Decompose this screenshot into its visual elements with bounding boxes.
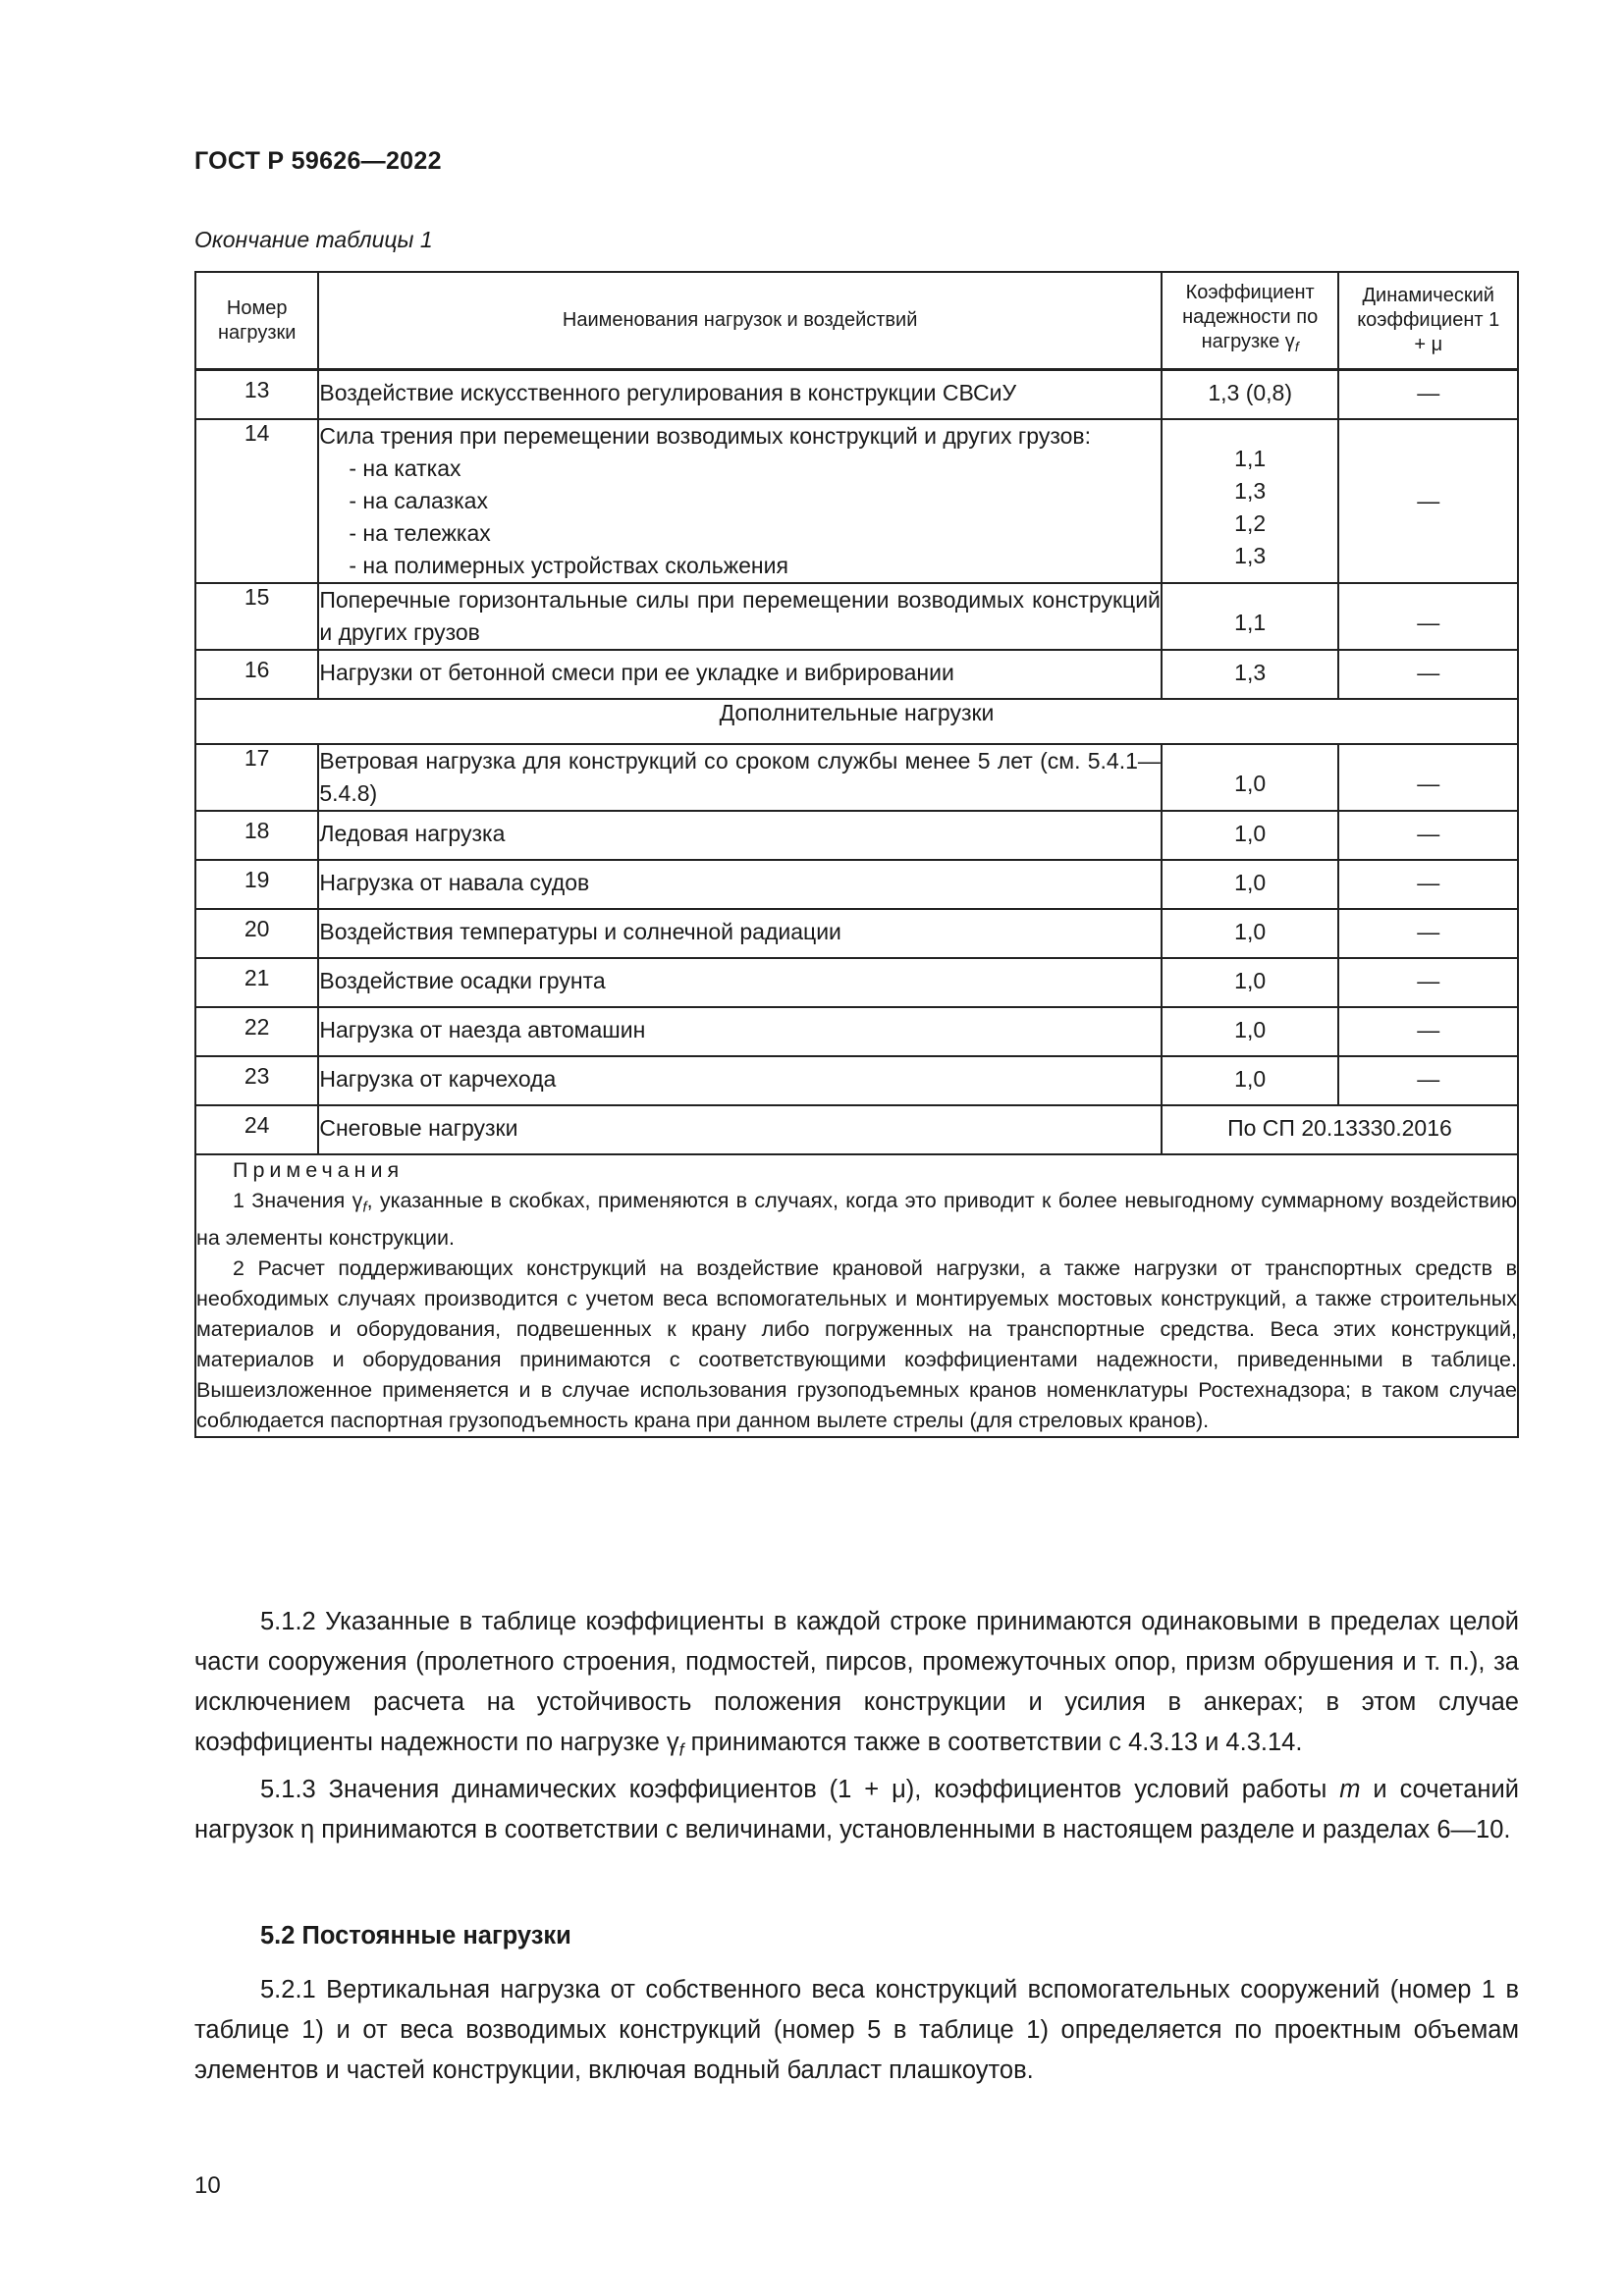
table-notes: [195, 1154, 1518, 1437]
table-row: [195, 1105, 1518, 1154]
row-name: Воздействия температуры и солнечной радиации: [318, 909, 1162, 958]
row-coef-value: 1,1: [1234, 446, 1267, 471]
table-row: [195, 370, 1518, 420]
body-paragraphs: [194, 1602, 1519, 1850]
row-coef-value: 1,3: [1234, 478, 1267, 504]
row-dyn: —: [1338, 1056, 1518, 1105]
table-row: [195, 958, 1518, 1007]
row-coef: 1,0: [1162, 744, 1339, 811]
row-dyn: —: [1338, 650, 1518, 699]
row-subitem: - на катках: [349, 455, 461, 481]
page-number: 10: [194, 2172, 221, 2199]
row-num: 17: [195, 744, 318, 811]
row-num: 14: [195, 419, 318, 583]
row-coef-value: 1,3: [1234, 543, 1267, 568]
table-notes-row: [195, 1154, 1518, 1437]
row-coef: 1,0: [1162, 811, 1339, 860]
row-name: Снеговые нагрузки: [318, 1105, 1162, 1154]
row-name: Нагрузка от навала судов: [318, 860, 1162, 909]
row-num: 19: [195, 860, 318, 909]
row-dyn: —: [1338, 370, 1518, 420]
row-name: Ветровая нагрузка для конструкций со сроком службы менее 5 лет (см. 5.4.1—5.4.8): [318, 744, 1162, 811]
row-coef: 1,0: [1162, 909, 1339, 958]
row-subitem: - на салазках: [349, 488, 488, 513]
row-name: Воздействие искусственного регулирования в конструкции СВСиУ: [318, 370, 1162, 420]
row-num: 21: [195, 958, 318, 1007]
row-coef: [1162, 419, 1339, 583]
body-paragraphs-5-2: [194, 1970, 1519, 2091]
paragraph-5-1-3: 5.1.3 Значения динамических коэффициентов (1 + μ), коэффициентов условий работы m и сочетаний нагрузок η принимаются в соответствии с величинами, установленными в настоящем разделе и разделах 6—10.: [194, 1776, 1519, 1844]
row-coef: 1,0: [1162, 1056, 1339, 1105]
row-subitem: - на полимерных устройствах скольжения: [349, 553, 788, 578]
section-additional-loads: Дополнительные нагрузки: [195, 699, 1518, 744]
row-name: Нагрузка от карчехода: [318, 1056, 1162, 1105]
row-name: Нагрузки от бетонной смеси при ее укладке и вибрировании: [318, 650, 1162, 699]
header-name: Наименования нагрузок и воздействий: [318, 272, 1162, 370]
row-coef: 1,0: [1162, 1007, 1339, 1056]
loads-table: [194, 271, 1519, 1438]
table-row: [195, 1007, 1518, 1056]
row-num: 13: [195, 370, 318, 420]
paragraph-5-2-1: 5.2.1 Вертикальная нагрузка от собственного веса конструкций вспомогательных сооружений (номер 1 в таблице 1) и от веса возводимых конструкций (номер 5 в таблице 1) определяется по проектным объемам элементов и частей конструкции, включая водный балласт плашкоутов.: [194, 1976, 1519, 2084]
row-coef-value: 1,2: [1234, 510, 1267, 536]
row-coef-merged: По СП 20.13330.2016: [1162, 1105, 1518, 1154]
row-dyn: —: [1338, 860, 1518, 909]
row-dyn: —: [1338, 1007, 1518, 1056]
row-name: Нагрузка от наезда автомашин: [318, 1007, 1162, 1056]
row-coef: 1,3 (0,8): [1162, 370, 1339, 420]
row-dyn: —: [1338, 958, 1518, 1007]
row-num: 18: [195, 811, 318, 860]
row-coef: 1,1: [1162, 583, 1339, 650]
table-caption: Окончание таблицы 1: [194, 227, 433, 252]
row-subitem: - на тележках: [349, 520, 491, 546]
header-num: Номер нагрузки: [195, 272, 318, 370]
row-dyn: —: [1338, 419, 1518, 583]
row-num: 22: [195, 1007, 318, 1056]
row-name: Поперечные горизонтальные силы при перемещении возводимых конструкций и других грузов: [318, 583, 1162, 650]
note-2: 2 Расчет поддерживающих конструкций на воздействие крановой нагрузки, а также нагрузки от транспортных средств в необходимых случаях производится с учетом веса вспомогательных и монтируемых мостовых конструкций, а также строительных материалов и оборудования, подвешенных к крану либо погруженных на транспортные средства. Веса этих конструкций, материалов и оборудования принимаются с соответствующими коэффициентами надежности, приведенными в таблице. Вышеизложенное применяется и в случае использования грузоподъемных кранов номенклатуры Ростехнадзора; в таком случае соблюдается паспортная грузоподъемность крана при данном вылете стрелы (для стреловых кранов).: [196, 1255, 1517, 1432]
table-section-row: [195, 699, 1518, 744]
table-row: [195, 583, 1518, 650]
row-num: 16: [195, 650, 318, 699]
row-coef: 1,0: [1162, 860, 1339, 909]
table-header-row: [195, 272, 1518, 370]
row-num: 20: [195, 909, 318, 958]
table-row: [195, 744, 1518, 811]
row-name: [318, 419, 1162, 583]
row-coef: 1,3: [1162, 650, 1339, 699]
row-coef: 1,0: [1162, 958, 1339, 1007]
table-row: [195, 811, 1518, 860]
table-row: [195, 1056, 1518, 1105]
row-num: 23: [195, 1056, 318, 1105]
row-name: Ледовая нагрузка: [318, 811, 1162, 860]
notes-title: Примечания: [233, 1158, 405, 1182]
note-1: 1 Значения $\gamma_f$, указанные в скобках, применяются в случаях, когда это приводит к более невыгодному суммарному воздействию на элементы конструкции.: [196, 1189, 1517, 1250]
row-dyn: —: [1338, 811, 1518, 860]
row-num: 24: [195, 1105, 318, 1154]
row-dyn: —: [1338, 744, 1518, 811]
table-row: [195, 860, 1518, 909]
header-coef: Коэффициент надежности по нагрузке $\gamma_f$: [1162, 272, 1339, 370]
section-title-5-2: 5.2 Постоянные нагрузки: [260, 1922, 571, 1949]
row-dyn: —: [1338, 583, 1518, 650]
row-name: Воздействие осадки грунта: [318, 958, 1162, 1007]
header-dyn: Динамический коэффициент 1 + μ: [1338, 272, 1518, 370]
document-header: ГОСТ Р 59626—2022: [194, 147, 442, 175]
row-name-main: Сила трения при перемещении возводимых конструкций и других грузов:: [319, 423, 1092, 449]
row-dyn: —: [1338, 909, 1518, 958]
row-num: 15: [195, 583, 318, 650]
table-row: [195, 650, 1518, 699]
table-row: [195, 419, 1518, 583]
paragraph-5-1-2: 5.1.2 Указанные в таблице коэффициенты в каждой строке принимаются одинаковыми в пределах целой части сооружения (пролетного строения, подмостей, пирсов, промежуточных опор, призм обрушения и т. п.), за исключением расчета на устойчивость положения конструкции и усилия в анкерах; в этом случае коэффициенты надежности по нагрузке $\gamma_f$ принимаются также в соответствии с 4.3.13 и 4.3.14.: [194, 1608, 1519, 1760]
table-row: [195, 909, 1518, 958]
